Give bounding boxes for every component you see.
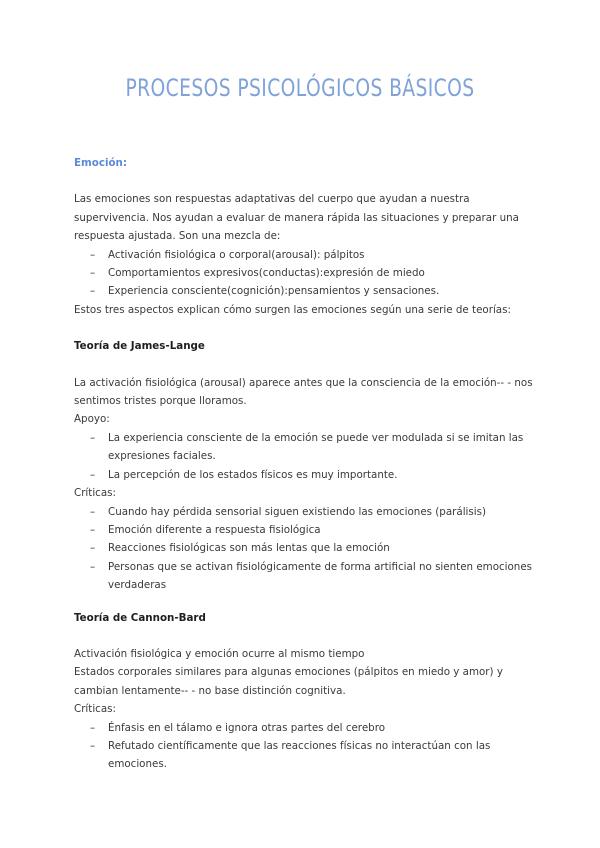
cannon-bard-line2: Estados corporales similares para algunas emociones (pálpitos en miedo y amor) y cambian lentamente-- - no base distinción cognitiva. bbox=[74, 666, 503, 697]
list-item: – La experiencia consciente de la emoción se puede ver modulada si se imitan las expresiones faciales. bbox=[90, 429, 534, 466]
list-item: – Cuando hay pérdida sensorial siguen existiendo las emociones (parálisis) bbox=[90, 503, 534, 521]
list-item: – Refutado científicamente que las reacciones físicas no interactúan con las emociones. bbox=[90, 737, 534, 774]
james-lange-criticas-list bbox=[74, 503, 534, 595]
list-item: – Emoción diferente a respuesta fisiológica bbox=[90, 521, 534, 539]
criticas-label: Críticas: bbox=[74, 703, 116, 716]
cannon-bard-line1: Activación fisiológica y emoción ocurre al mismo tiempo bbox=[74, 647, 365, 660]
list-item: – Comportamientos expresivos(conductas):expresión de miedo bbox=[90, 264, 534, 282]
list-item: – Experiencia consciente(cognición):pensamientos y sensaciones. bbox=[90, 282, 534, 300]
criticas-label: Críticas: bbox=[74, 487, 116, 500]
list-item: – Énfasis en el tálamo e ignora otras partes del cerebro bbox=[90, 719, 534, 737]
list-item: – La percepción de los estados físicos es muy importante. bbox=[90, 466, 534, 484]
page-title: PROCESOS PSICOLÓGICOS BÁSICOS bbox=[125, 74, 475, 102]
list-item: – Reacciones fisiológicas son más lentas que la emoción bbox=[90, 539, 534, 557]
emocion-list bbox=[74, 246, 534, 301]
emocion-outro: Estos tres aspectos explican cómo surgen las emociones según una serie de teorías: bbox=[74, 303, 511, 316]
heading-james-lange: Teoría de James-Lange bbox=[74, 340, 205, 353]
james-lange-intro: La activación fisiológica (arousal) aparece antes que la consciencia de la emoción-- - nos sentimos tristes porque lloramos. bbox=[74, 376, 533, 408]
document-body bbox=[74, 154, 534, 774]
apoyo-label: Apoyo: bbox=[74, 413, 110, 426]
emocion-intro: Las emociones son respuestas adaptativas del cuerpo que ayudan a nuestra supervivencia. Nos ayudan a evaluar de manera rápida las situaciones y preparar una respuesta ajustada. Son una mezcla de: bbox=[74, 193, 519, 243]
cannon-bard-criticas-list bbox=[74, 719, 534, 774]
heading-cannon-bard: Teoría de Cannon-Bard bbox=[74, 611, 206, 624]
list-item: – Activación fisiológica o corporal(arousal): pálpitos bbox=[90, 246, 534, 264]
heading-emocion: Emoción: bbox=[74, 157, 127, 169]
apoyo-list bbox=[74, 429, 534, 484]
list-item: – Personas que se activan fisiológicamente de forma artificial no sienten emociones verdaderas bbox=[90, 558, 534, 595]
